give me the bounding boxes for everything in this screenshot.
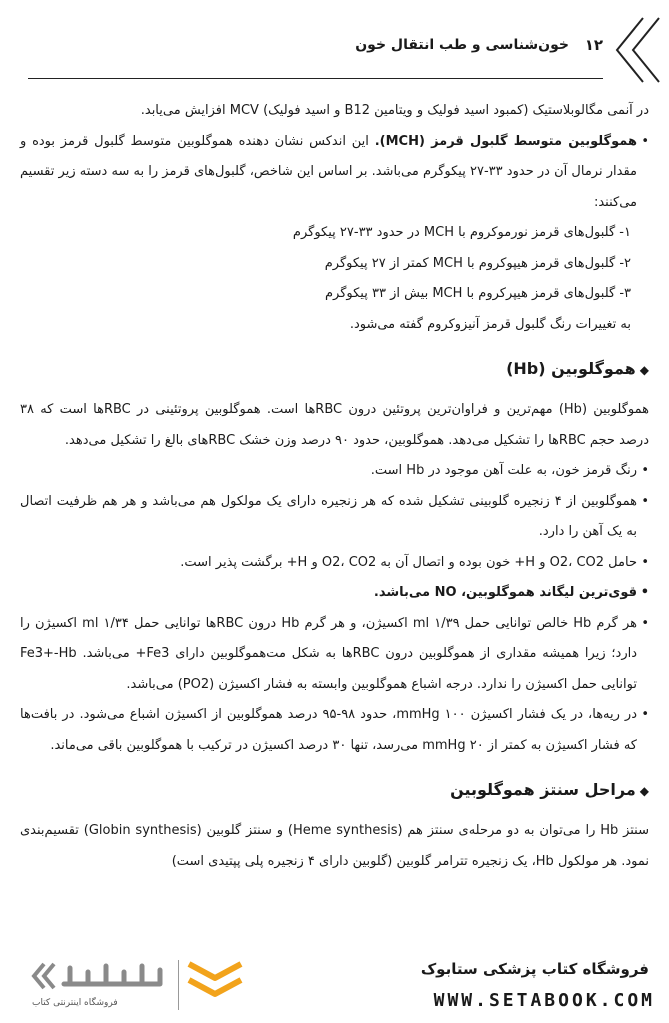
chevron-decoration-icon [609,14,661,86]
diamond-icon: ◆ [639,363,649,377]
page-header [0,0,669,90]
page-content [20,96,649,877]
hb-intro: هموگلوبین (Hb) مهم‌ترین و فراوان‌ترین پروتئین درون RBCها است. هموگلوبین پروتئینی در RBCها است که ۳۸ درصد حجم RBCها را تشکیل می‌دهد. هموگلوبین، حدود ۹۰ درصد وزن خشک RBCهای بالغ را تشکیل می‌دهد. [20,402,649,448]
logo-subtitle: فروشگاه اینترنتی کتاب [32,998,118,1008]
store-website-link[interactable]: WWW.SETABOOK.COM [433,990,655,1011]
list-item: ۲- گلبول‌های قرمز هیپوکروم با MCH کمتر از ۲۷ پیکوگرم [324,255,631,271]
mch-paragraph [20,127,649,219]
mch-description: این اندکس نشان دهنده هموگلوبین متوسط گلبول قرمز بوده و مقدار نرمال آن در حدود ۳۳-۲۷ پیکوگرم می‌باشد. بر اساس این شاخص، گلبول‌های قرمز را به سه دسته زیر تقسیم می‌کنند: [20,133,637,210]
mcv-line: در آنمی مگالوبلاستیک (کمبود اسید فولیک و ویتامین B12 و اسید فولیک) MCV افزایش می‌یابد. [140,103,649,118]
book-title: خون‌شناسی و طب انتقال خون [355,37,569,53]
mch-term: هموگلوبین متوسط گلبول قرمز (MCH). [374,133,637,149]
book-logo-icon [185,956,245,1006]
hb-bullet-ligand: • قوی‌ترین لیگاند هموگلوبین، NO می‌باشد. [20,578,649,609]
hb-heading-text: هموگلوبین (Hb) [506,359,636,378]
hb-bullet-chains: • هموگلوبین از ۴ زنجیره گلوبینی تشکیل شده که هر زنجیره دارای یک مولکول هم می‌باشد و هر هم ظرفیت اتصال به یک آهن را دارد. [20,487,649,548]
synthesis-heading [20,775,649,806]
hb-bullet-saturation: • در ریه‌ها، در یک فشار اکسیژن mmHg ۱۰۰، حدود ۹۸-۹۵ درصد هموگلوبین از اکسیژن اشباع می‌شود. در بافت‌ها که فشار اکسیژن به کمتر از mmHg ۲۰ می‌رسد، تنها ۳۰ درصد اکسیژن در ترکیب با هموگلوبین باقی می‌ماند. [20,700,649,761]
hb-bullet-color: • رنگ قرمز خون، به علت آهن موجود در Hb است. [20,456,649,487]
synthesis-heading-text: مراحل سنتز هموگلوبین [450,780,636,799]
synthesis-text: سنتز Hb را می‌توان به دو مرحله‌ی سنتز هم (Heme synthesis) و سنتز گلوبین (Globin synthesis) تقسیم‌بندی نمود. هر مولکول Hb، یک زنجیره تترامر گلوبین (گلوبین دارای ۴ زنجیره پلی پپتیدی است) [20,823,649,869]
list-item: ۱- گلبول‌های قرمز نورموکروم با MCH در حدود ۳۳-۲۷ پیکوگرم [292,225,631,240]
setabook-logo-icon [30,956,170,1000]
logo-divider [178,960,179,1010]
hb-heading [20,354,649,385]
store-name: فروشگاه کتاب پزشکی ستابوک [420,960,649,978]
hb-bullet-capacity: • هر گرم Hb خالص توانایی حمل ml ۱/۳۹ اکسیژن، و هر گرم Hb درون RBCها توانایی حمل ml ۱/۳۴ اکسیژن را دارد؛ زیرا همیشه مقداری از هموگلوبین درون RBCها به شکل مت‌هموگلوبین دارای Fe3+ می‌باشد. Fe3+-Hb توانایی حمل اکسیژن را ندارد. درجه اشباع هموگلوبین وابسته به فشار اکسیژن (PO2) می‌باشد. [20,609,649,701]
hb-bullet-carrier: • حامل O2، CO2 و H+ خون بوده و اتصال آن به O2، CO2 و H+ برگشت پذیر است. [20,548,649,579]
list-item: ۳- گلبول‌های قرمز هیپرکروم با MCH بیش از ۳۳ پیکوگرم [324,286,631,301]
diamond-icon: ◆ [639,784,649,798]
page-number: ۱۲ [584,36,603,54]
header-rule [28,78,603,79]
store-footer [0,948,669,1023]
anisochrome-note: به تغییرات رنگ گلبول قرمز آنیزوکروم گفته می‌شود. [349,316,631,332]
